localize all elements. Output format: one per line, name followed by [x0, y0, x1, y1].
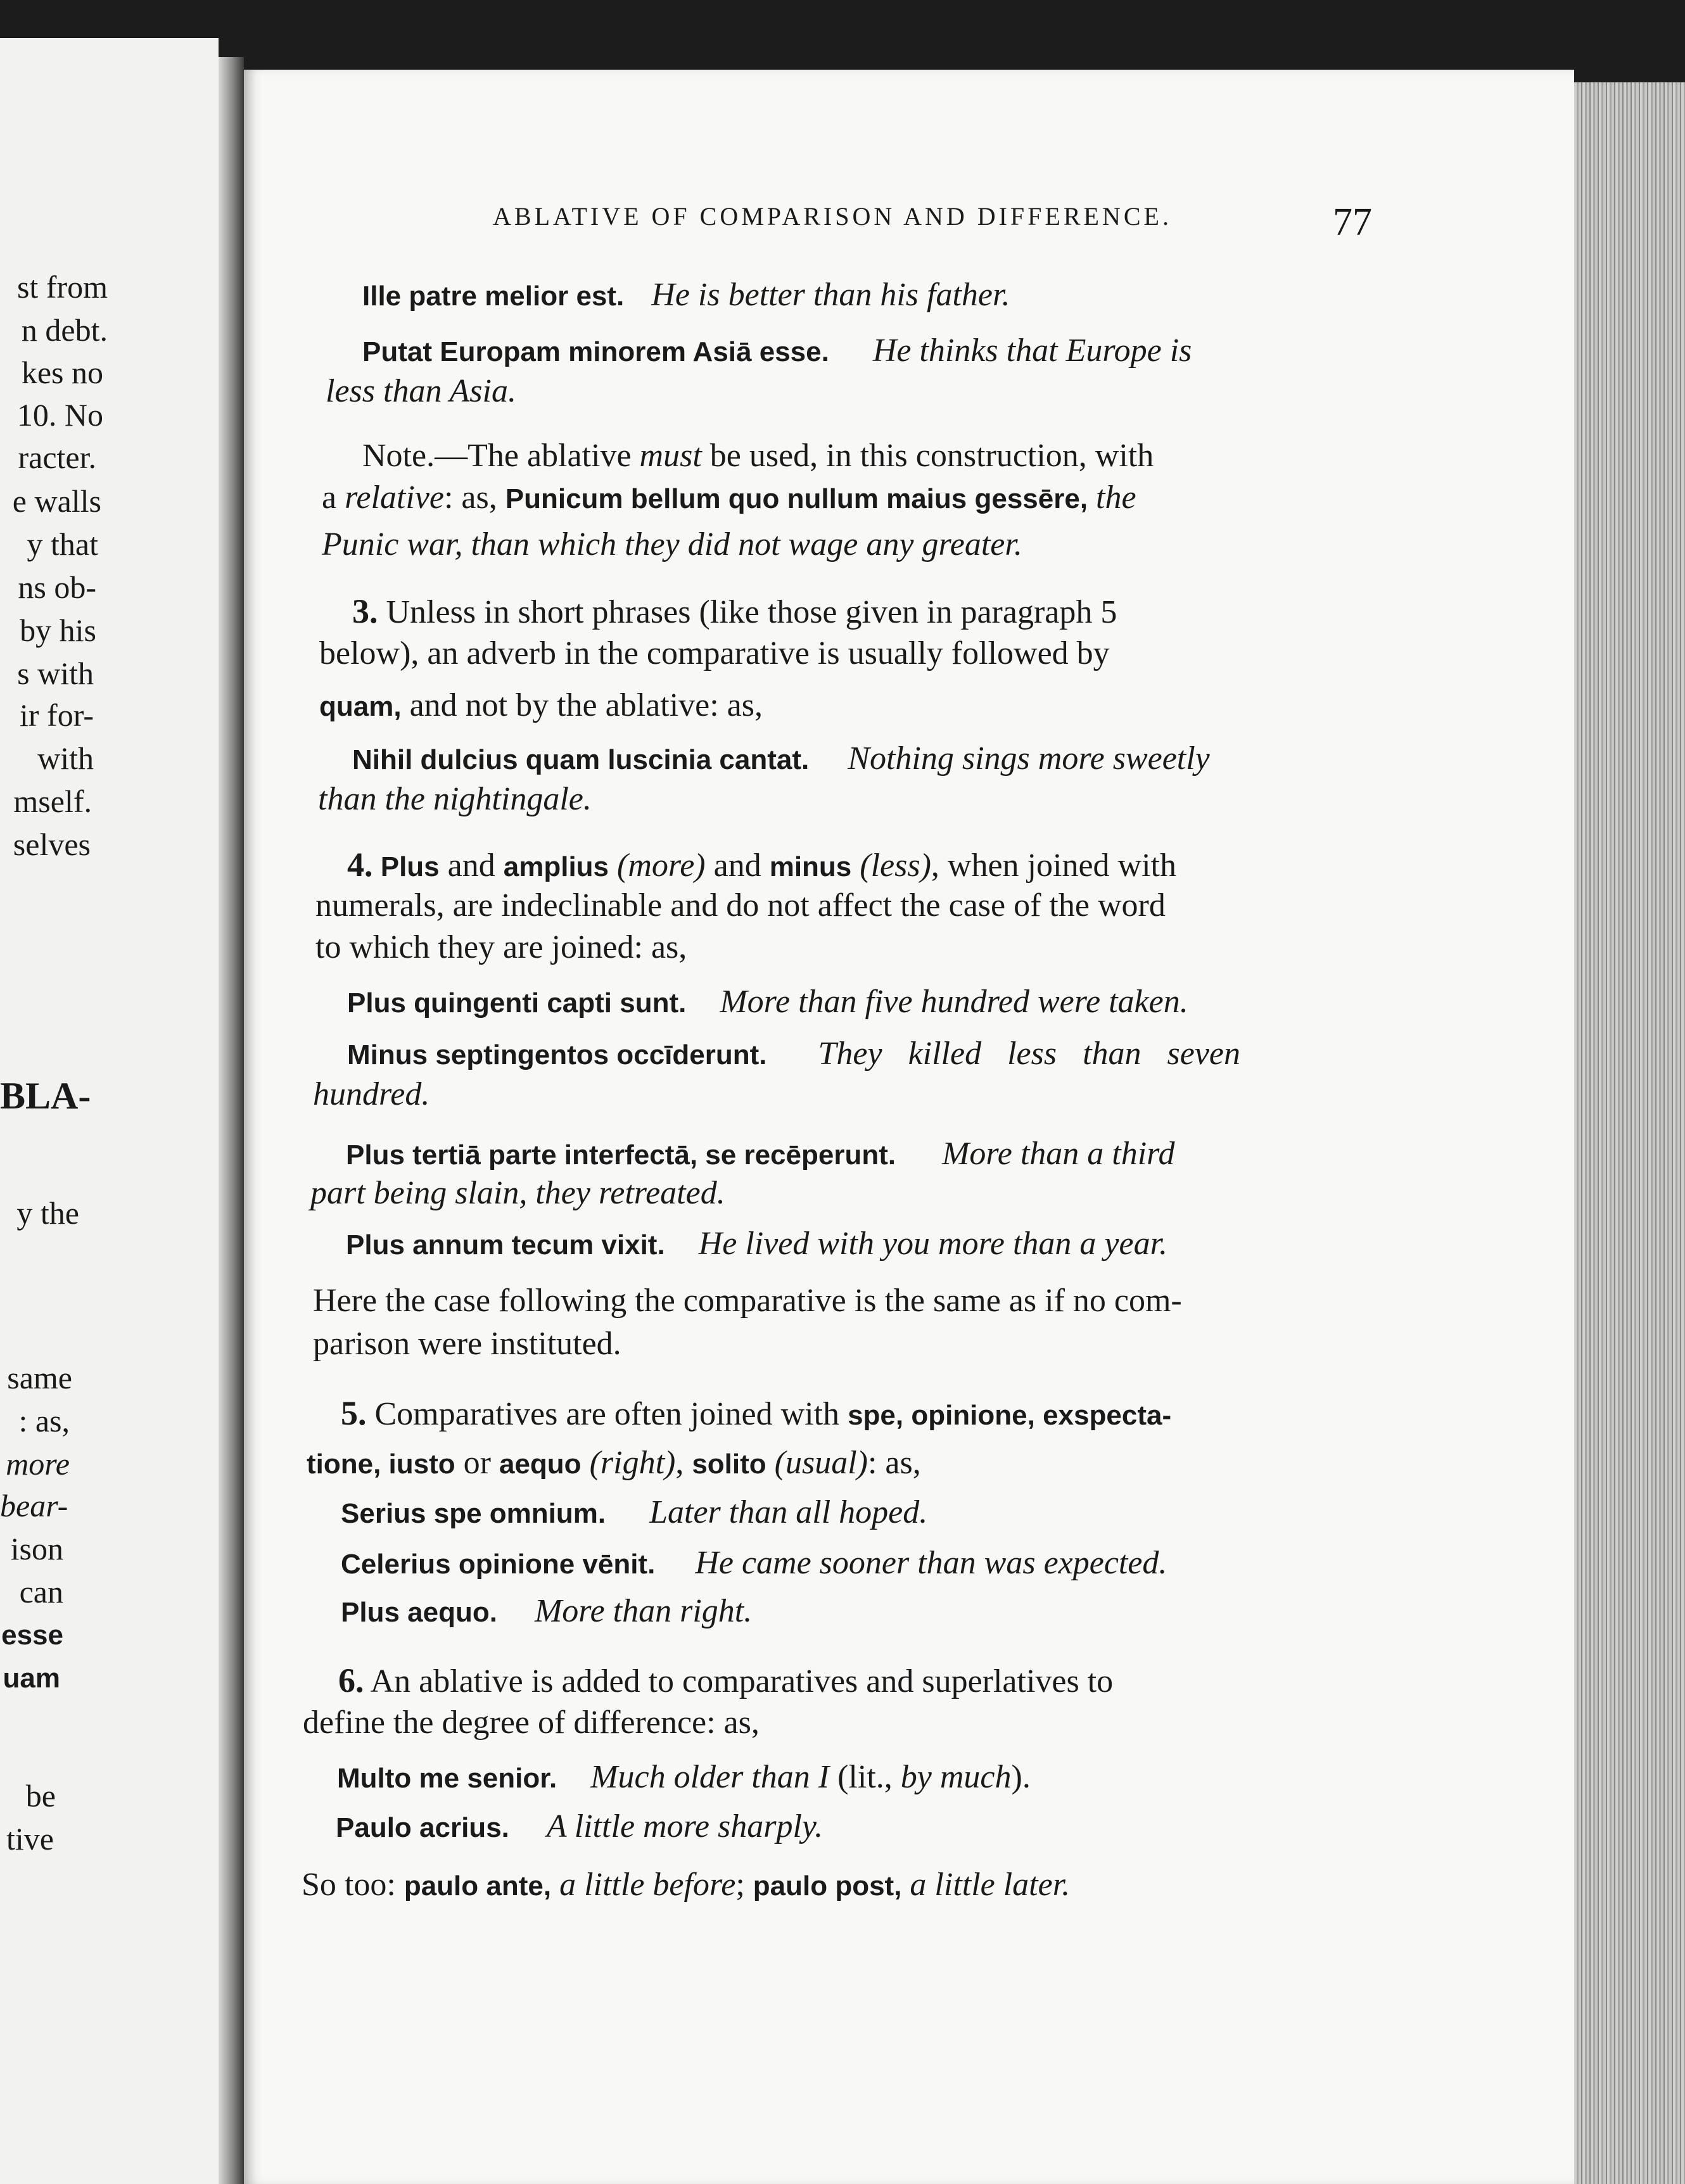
paragraph-text: or [455, 1445, 499, 1481]
paragraph-text: , [675, 1445, 692, 1481]
latin-term: amplius [503, 851, 609, 882]
paragraph-3-line [319, 637, 1685, 670]
english-translation: hundred. [313, 1076, 430, 1112]
left-fragment: : as, [18, 1403, 70, 1438]
latin-example: Plus aequo. [341, 1597, 497, 1628]
latin-example: Plus tertiā parte interfectā, se recēperunt. [346, 1140, 896, 1171]
paragraph-number: 4. [347, 846, 373, 884]
latin-term: quam, [319, 691, 402, 722]
example-line [346, 1138, 1685, 1171]
paragraph-6-line [303, 1706, 1685, 1739]
latin-example: Punicum bellum quo nullum maius gessēre, [505, 483, 1088, 514]
paragraph-text: to which they are joined: as, [315, 929, 687, 965]
left-fragment: be [25, 1778, 56, 1813]
example-line [362, 334, 1685, 367]
latin-example: Celerius opinione vēnit. [341, 1549, 656, 1580]
left-fragment: e walls [12, 483, 101, 519]
paragraph-text: and [705, 848, 770, 884]
example-line [346, 1228, 1685, 1260]
running-head: ABLATIVE OF COMPARISON AND DIFFERENCE. [493, 202, 1172, 231]
example-line-continued [313, 1078, 1685, 1111]
english-translation: than the nightingale. [318, 781, 592, 817]
left-fragment-heading: BLA- [0, 1075, 91, 1117]
paragraph-text: and [439, 848, 504, 884]
latin-term: paulo post, [753, 1870, 902, 1901]
paragraph-text: Here the case following the comparative is the same as if no com- [313, 1283, 1182, 1319]
latin-example: Minus septingentos occīderunt. [347, 1039, 767, 1070]
english-translation: Punic war, than which they did not wage any greater. [322, 526, 1022, 562]
english-translation: Later than all hoped. [649, 1494, 928, 1530]
paragraph-text: ; [735, 1867, 753, 1903]
english-translation: He lived with you more than a year. [698, 1226, 1168, 1262]
english-translation: More than right. [534, 1593, 753, 1629]
left-fragment: ir for- [20, 697, 94, 733]
paragraph-number: 3. [352, 592, 378, 630]
paragraph-4-line [347, 848, 1685, 882]
latin-term: solito [692, 1449, 766, 1480]
note-emphasis: relative [345, 479, 444, 516]
english-translation: They killed less than seven [818, 1036, 1241, 1072]
paragraph-6-line [338, 1663, 1685, 1698]
paragraph-text: : as, [867, 1445, 921, 1481]
paragraph-number: 6. [338, 1661, 364, 1699]
paragraph-5-line [307, 1447, 1685, 1480]
left-fragment: racter. [18, 440, 96, 475]
example-line-continued [326, 375, 1685, 408]
latin-term: tione, iusto [307, 1449, 455, 1480]
left-fragment: ns ob- [18, 569, 96, 605]
page-number: 77 [1333, 201, 1372, 244]
paragraph-4-line [315, 889, 1685, 922]
paragraph-text: Unless in short phrases (like those given in paragraph 5 [378, 594, 1117, 630]
paragraph-3-line [319, 689, 1685, 722]
note-line [362, 440, 1685, 473]
example-line [341, 1595, 1685, 1628]
note-label: Note. [362, 438, 435, 474]
english-translation: He came sooner than was expected. [695, 1545, 1167, 1581]
latin-example: Serius spe omnium. [341, 1498, 606, 1529]
note-line [322, 481, 1685, 514]
note-text: a [322, 479, 345, 516]
example-line [336, 1810, 1685, 1843]
paragraph-text: and not by the ablative: as, [401, 687, 763, 723]
note-text: : as, [443, 479, 506, 516]
left-fragment: st from [16, 269, 108, 305]
paragraph-3-line [352, 594, 1685, 629]
english-translation: the [1088, 479, 1136, 516]
left-fragment: esse [1, 1620, 63, 1651]
latin-term: spe, opinione, exspecta- [848, 1400, 1172, 1431]
example-line-continued [318, 783, 1685, 816]
left-fragment: uam [3, 1663, 60, 1694]
paragraph-text: Comparatives are often joined with [366, 1396, 848, 1432]
paragraph-text: , when joined with [931, 848, 1176, 884]
english-translation: Nothing sings more sweetly [848, 740, 1210, 777]
paragraph-text: An ablative is added to comparatives and superlatives to [364, 1663, 1114, 1699]
left-fragment: mself. [13, 784, 92, 819]
note-emphasis: must [639, 438, 702, 474]
latin-example: Multo me senior. [337, 1763, 557, 1794]
left-fragment: y the [16, 1195, 79, 1231]
left-fragment: by his [20, 613, 96, 648]
latin-example: Nihil dulcius quam luscinia cantat. [352, 744, 810, 775]
english-translation: More than five hundred were taken. [720, 984, 1188, 1020]
paragraph-5-line [341, 1396, 1685, 1431]
paragraph-4-line [313, 1328, 1685, 1361]
example-line [341, 1496, 1685, 1529]
left-fragment: tive [6, 1821, 54, 1857]
left-fragment: kes no [21, 355, 103, 390]
example-line [347, 1038, 1685, 1070]
english-translation: More than a third [942, 1136, 1175, 1172]
english-translation: part being slain, they retreated. [310, 1175, 725, 1211]
english-translation: He thinks that Europe is [872, 333, 1192, 369]
left-fragment: can [19, 1574, 63, 1609]
english-gloss: a little later. [901, 1867, 1071, 1903]
latin-term: Plus [372, 851, 440, 882]
english-translation: Much older than I [590, 1759, 830, 1795]
left-fragment: same [7, 1360, 72, 1395]
latin-example: Plus quingenti capti sunt. [347, 987, 687, 1019]
example-line [341, 1547, 1685, 1580]
note-line [322, 528, 1685, 561]
english-translation: A little more sharply. [546, 1808, 823, 1844]
english-translation: He is better than his father. [651, 277, 1010, 313]
left-fragment: with [37, 740, 94, 776]
paragraph-text: (lit., [829, 1759, 901, 1795]
note-text: —The ablative [435, 438, 640, 474]
latin-term: aequo [499, 1449, 582, 1480]
paragraph-4-line [313, 1285, 1685, 1317]
left-fragment: selves [13, 827, 91, 862]
english-gloss: (less) [851, 848, 931, 884]
left-fragment: more [6, 1446, 70, 1482]
paragraph-text: So too: [302, 1867, 404, 1903]
left-fragment: s with [17, 656, 94, 691]
paragraph-text: below), an adverb in the comparative is usually followed by [319, 635, 1110, 671]
english-gloss: (right) [581, 1445, 676, 1481]
left-fragment: 10. No [16, 397, 103, 433]
english-translation: less than Asia. [326, 373, 516, 409]
english-gloss: (more) [609, 848, 706, 884]
paragraph-number: 5. [341, 1394, 367, 1432]
example-line [337, 1761, 1685, 1794]
latin-term: minus [769, 851, 852, 882]
paragraph-text: parison were instituted. [313, 1326, 621, 1362]
paragraph-4-line [315, 931, 1685, 964]
latin-example: Paulo acrius. [336, 1812, 509, 1843]
left-fragment: ison [10, 1531, 63, 1566]
latin-example: Ille patre melior est. [362, 281, 625, 312]
latin-example: Plus annum tecum vixit. [346, 1229, 665, 1260]
example-line [347, 986, 1685, 1019]
note-text: be used, in this construction, with [701, 438, 1154, 474]
paragraph-text: ). [1011, 1759, 1031, 1795]
left-fragment: bear- [0, 1488, 68, 1523]
left-fragment: y that [27, 526, 98, 562]
english-gloss: (usual) [766, 1445, 868, 1481]
example-line [362, 279, 1685, 312]
english-gloss: a little before [551, 1867, 736, 1903]
example-line-continued [310, 1177, 1685, 1210]
left-fragment: n debt. [21, 312, 108, 348]
paragraph-text: numerals, are indeclinable and do not affect the case of the word [315, 887, 1166, 924]
latin-example: Putat Europam minorem Asiā esse. [362, 336, 829, 367]
english-gloss: by much [900, 1759, 1012, 1795]
book-gutter [219, 57, 244, 2184]
example-line [352, 742, 1685, 775]
so-too-line [302, 1869, 1685, 1901]
paragraph-text: define the degree of difference: as, [303, 1705, 760, 1741]
latin-term: paulo ante, [404, 1870, 552, 1901]
